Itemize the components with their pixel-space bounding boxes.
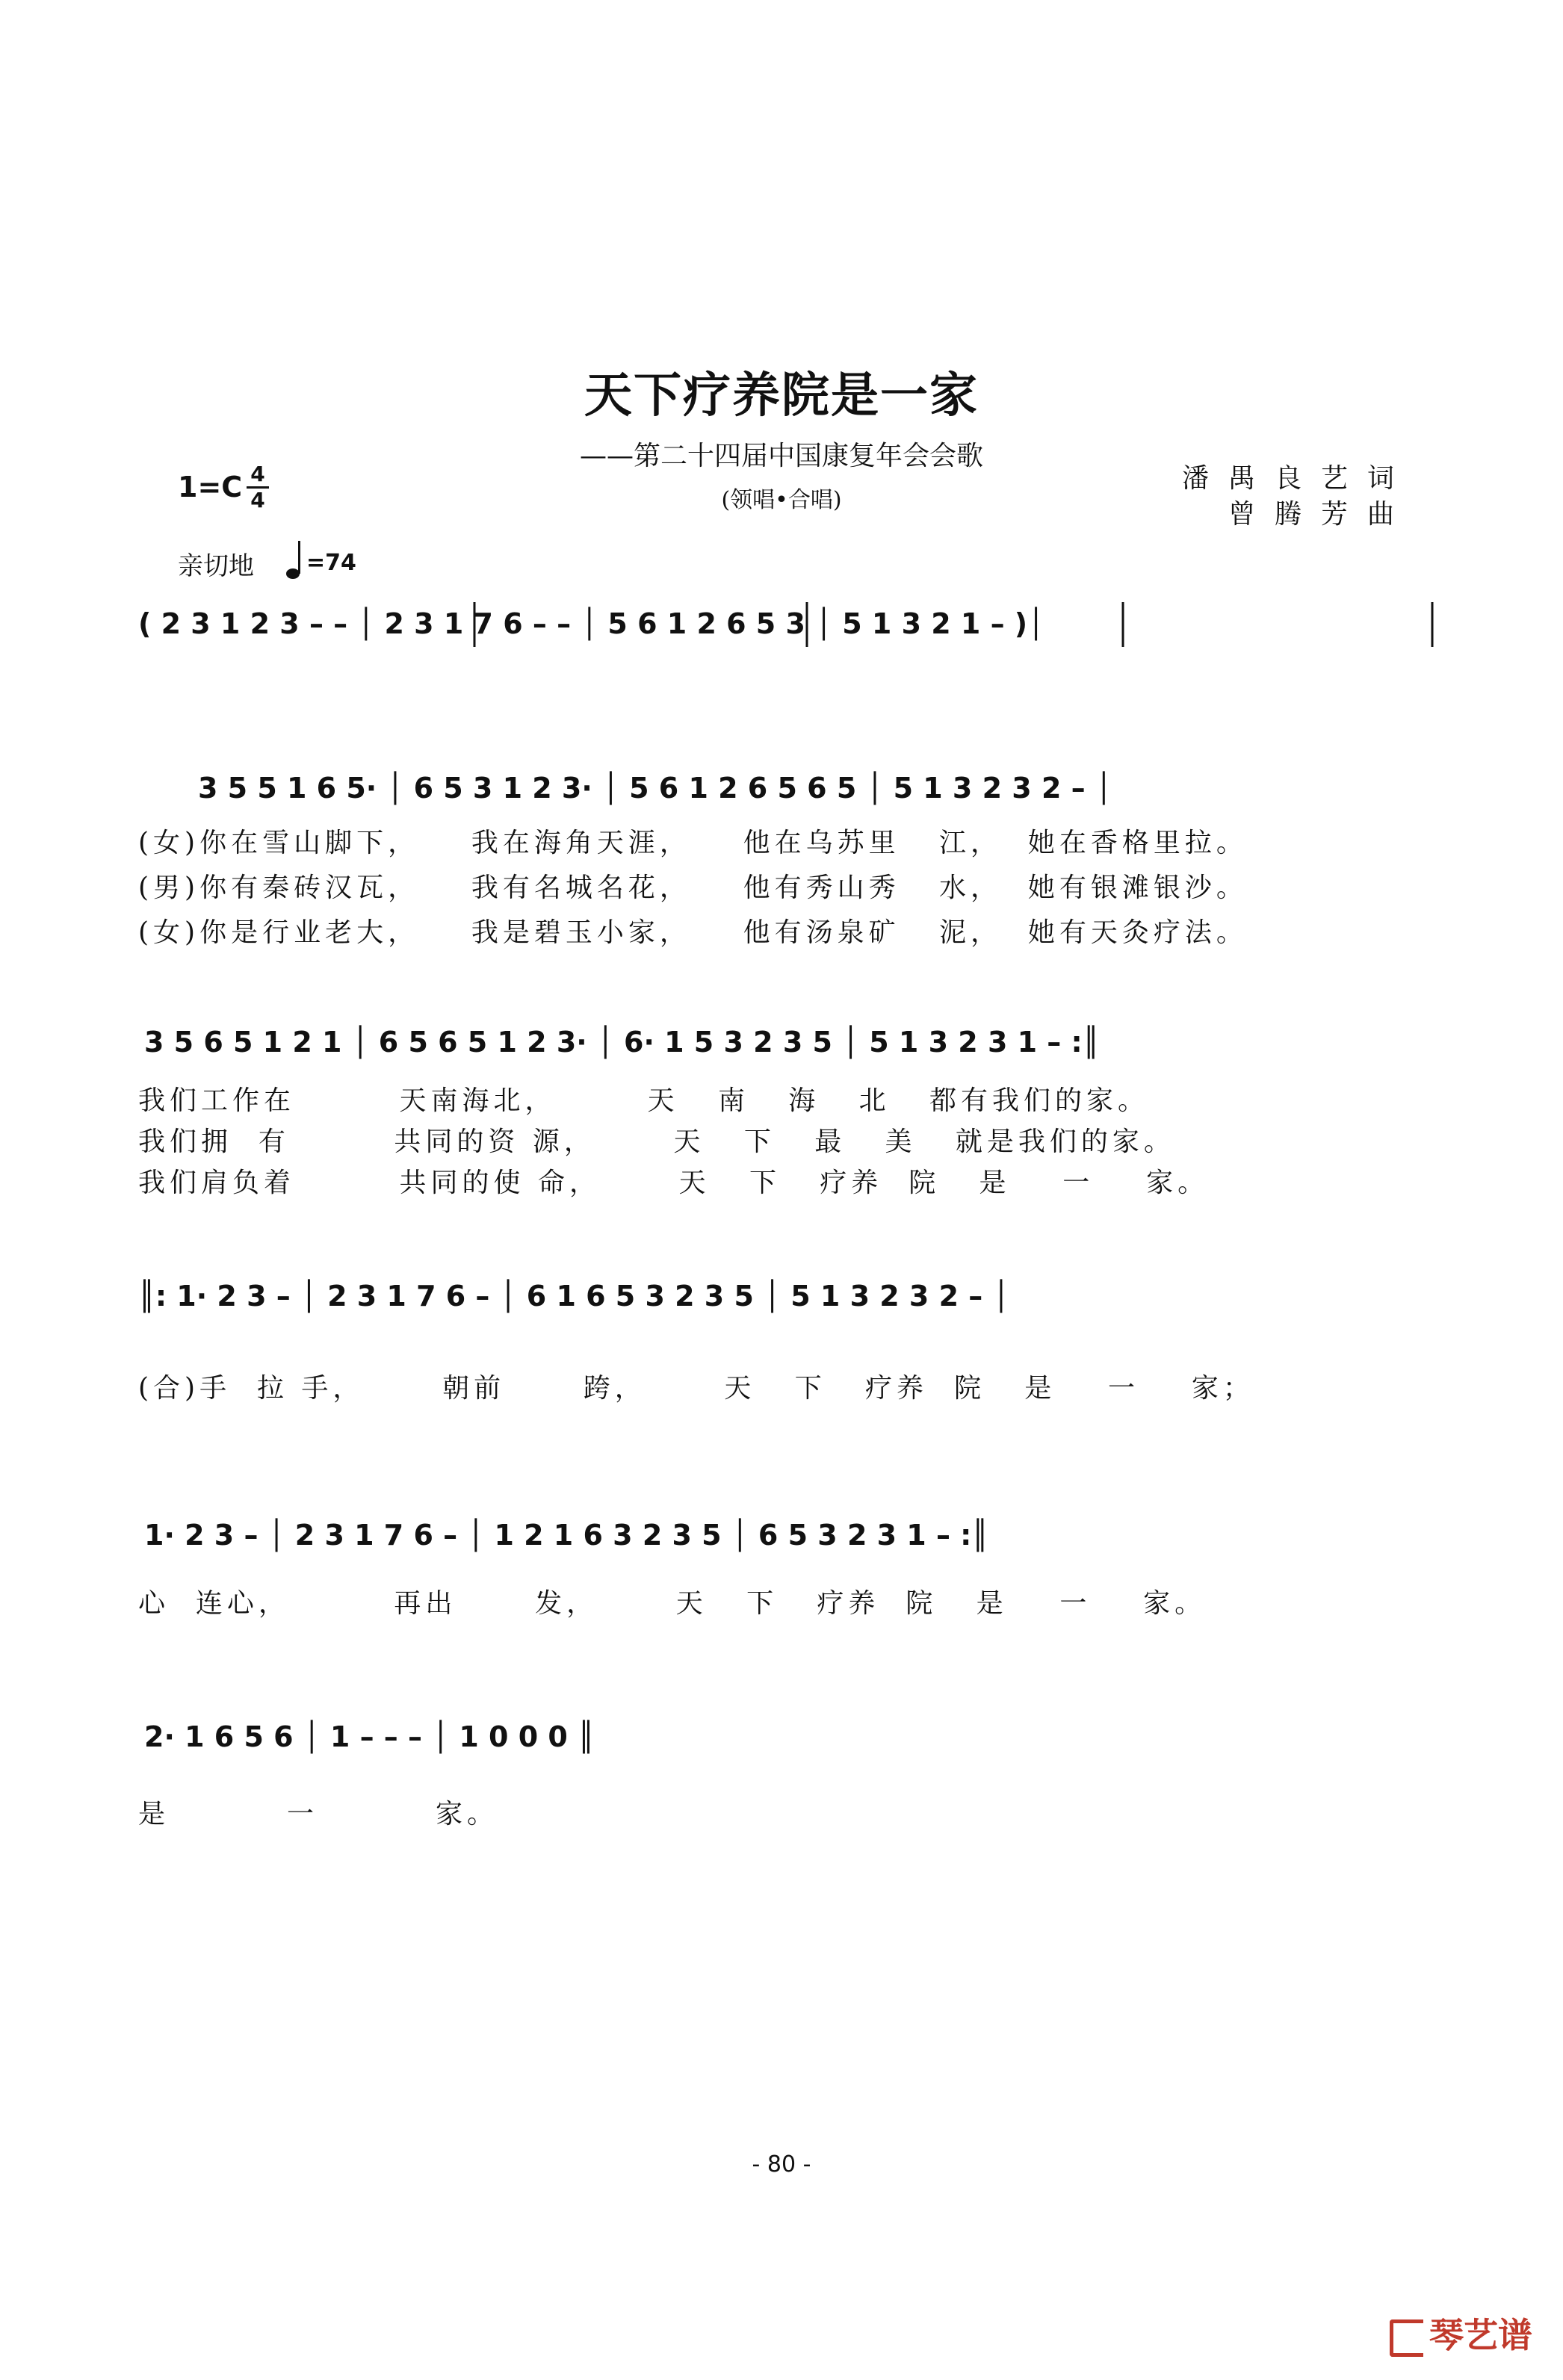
notation-svg-1	[138, 598, 1438, 680]
lyric-verse1-b: 我们工作在 天南海北， 天 南 海 北 都有我们的家。	[138, 1085, 1149, 1116]
notation-svg-6	[138, 1711, 1438, 1793]
page-title: 天下疗养院是一家	[584, 368, 979, 424]
lyric-verse2-a: (男)你有秦砖汉瓦， 我有名城名花， 他有秀山秀 水， 她有银滩银沙。	[138, 873, 1248, 903]
notes-line: ║: 1· 2 3 – │ 2 3 1 7 6 – │ 6 1 6 5 3 2 3 5 │ 5 1 3 2 3 2 – │	[138, 1280, 1010, 1313]
tempo-marking: 亲切地	[178, 551, 254, 581]
staff-system-1	[138, 598, 1438, 680]
lyric-verse1-a: (女)你在雪山脚下， 我在海角天涯， 他在乌苏里 江， 她在香格里拉。	[138, 828, 1248, 858]
lyric-coda: 是 一 家。	[138, 1799, 498, 1829]
notes-line: 3 5 6 5 1 2 1 │ 6 5 6 5 1 2 3· │ 6· 1 5 3 2 3 5 │ 5 1 3 2 3 1 – :║	[144, 1026, 1100, 1059]
notes-line: 2· 1 6 5 6 │ 1 – – – │ 1 0 0 0 ║	[144, 1720, 595, 1753]
lyric-chorus-b: 心 连心， 再出 发， 天 下 疗养 院 是 一 家。	[138, 1588, 1207, 1619]
key-signature: 1=C	[178, 471, 243, 503]
composer: 曾腾芳曲	[1228, 499, 1414, 530]
lyric-verse3-a: (女)你是行业老大， 我是碧玉小家， 他有汤泉矿 泥， 她有天灸疗法。	[138, 917, 1248, 948]
staff-system-6	[138, 1711, 1438, 1793]
time-signature: 4 4	[247, 463, 269, 512]
staff-system-5	[138, 1509, 1438, 1591]
notation-svg-4	[138, 1270, 1438, 1352]
lyric-verse2-b: 我们拥 有 共同的资 源， 天 下 最 美 就是我们的家。	[138, 1127, 1175, 1157]
notes-line: ( 2 3 1 2 3 – – │ 2 3 1 7 6 – – │ 5 6 1 2 6 5 3 │ 5 1 3 2 1 – )│	[138, 607, 1045, 640]
site-logo: 琴艺谱	[1390, 2308, 1532, 2358]
lyric-verse3-b: 我们肩负着 共同的使 命， 天 下 疗养 院 是 一 家。	[138, 1168, 1210, 1198]
quarter-note-icon	[285, 539, 305, 584]
staff-system-4	[138, 1270, 1438, 1352]
lyricist: 潘禺良艺词	[1181, 463, 1414, 494]
page-number: - 80 -	[752, 2151, 811, 2178]
notes-line: 1· 2 3 – │ 2 3 1 7 6 – │ 1 2 1 6 3 2 3 5 │ 6 5 3 2 3 1 – :║	[144, 1519, 989, 1552]
lyric-chorus-a: (合)手 拉 手， 朝前 跨， 天 下 疗养 院 是 一 家；	[138, 1373, 1254, 1404]
notation-svg-5	[138, 1509, 1438, 1591]
performance-note: (领唱•合唱)	[721, 487, 842, 513]
subtitle: ——第二十四届中国康复年会会歌	[579, 441, 983, 471]
logo-icon	[1390, 2319, 1423, 2357]
notes-line: 3 5 5 1 6 5· │ 6 5 3 1 2 3· │ 5 6 1 2 6 5 6 5 │ 5 1 3 2 3 2 – │	[198, 772, 1112, 805]
metronome-mark: =74	[306, 550, 356, 576]
